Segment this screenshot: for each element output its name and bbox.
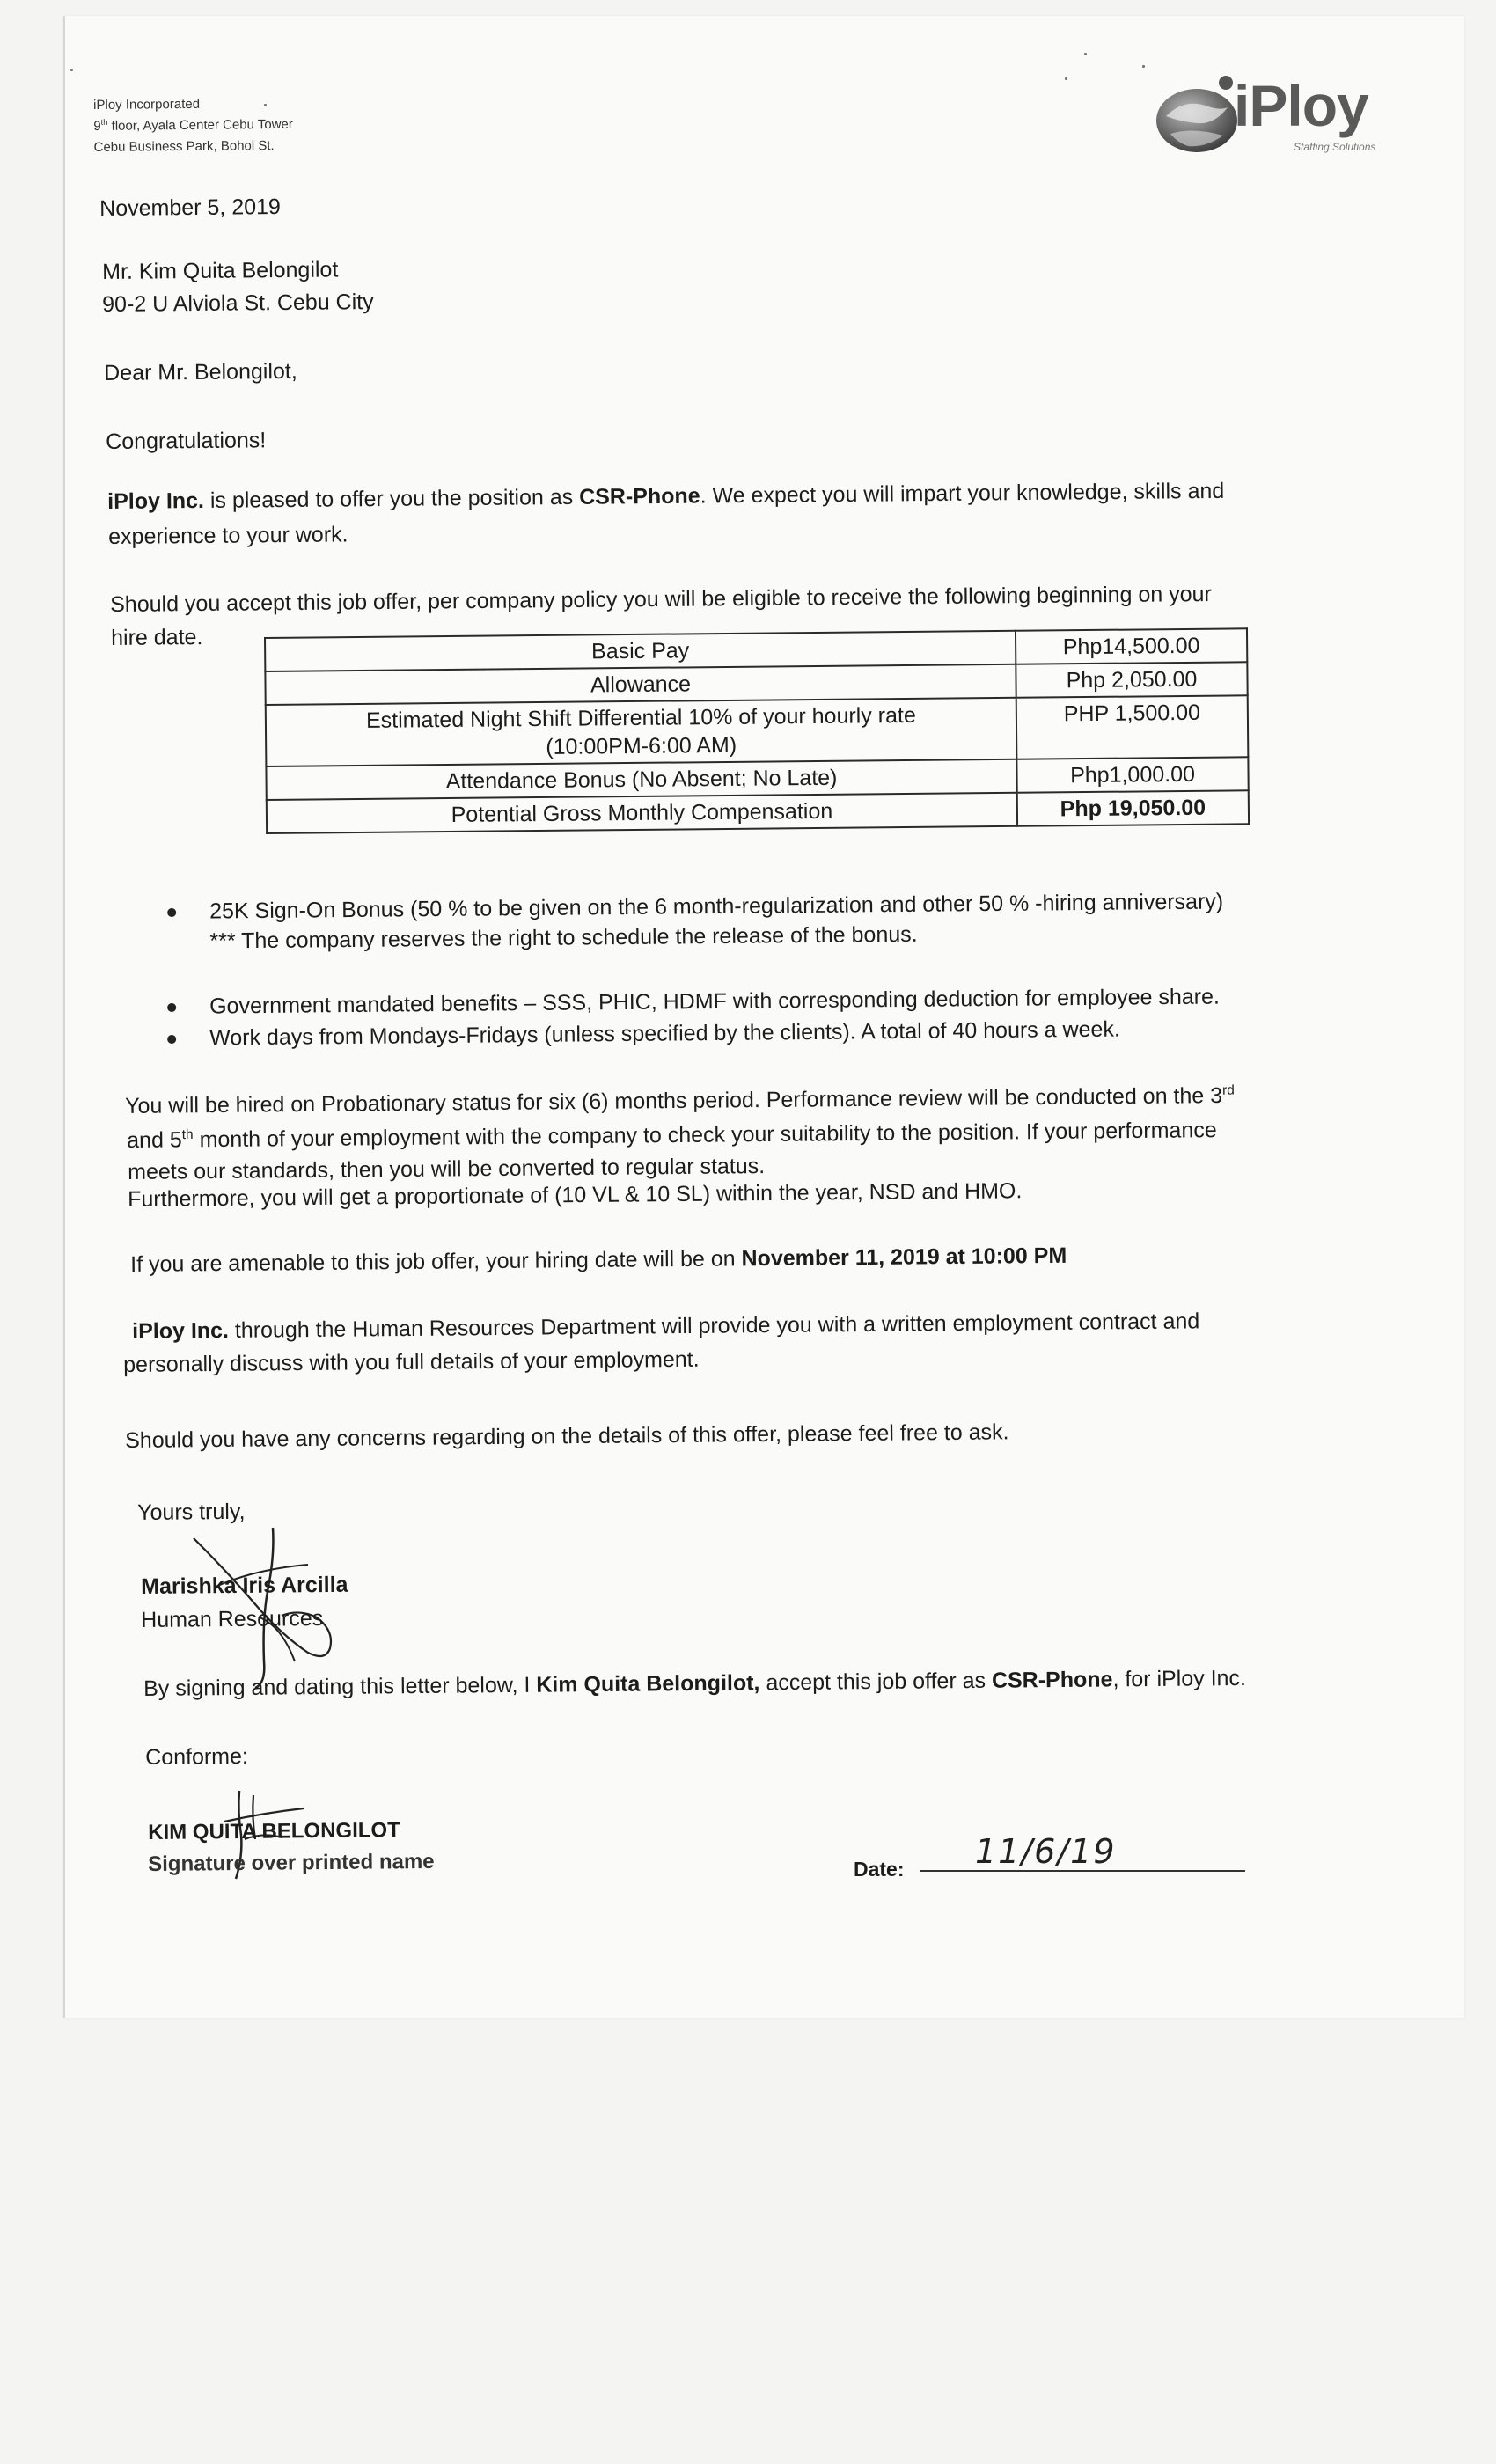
recipient-address: 90-2 U Alviola St. Cebu City bbox=[102, 290, 374, 317]
probation-line3: meets our standards, then you will be converted to regular status. bbox=[128, 1154, 766, 1184]
offer-paragraph-line2: experience to your work. bbox=[108, 522, 348, 549]
eligibility-line1: Should you accept this job offer, per company policy you will be eligible to receive the following beginning on your bbox=[110, 581, 1212, 617]
table-cell-value: Php 2,050.00 bbox=[1016, 662, 1247, 698]
acceptance-line: By signing and dating this letter below, I Kim Quita Belongilot, accept this job offer as CSR-Phone, for iPloy Inc. bbox=[143, 1665, 1247, 1701]
signatory-name: Marishka Iris Arcilla bbox=[141, 1572, 348, 1599]
probation-line4: Furthermore, you will get a proportionate of (10 VL & 10 SL) within the year, NSD and HMO. bbox=[128, 1178, 1023, 1212]
probation-line2: and 5th month of your employment with the company to check your suitability to the position. If your performance bbox=[127, 1118, 1217, 1153]
eligibility-line2: hire date. bbox=[111, 624, 203, 650]
hiring-date: November 11, 2019 at 10:00 PM bbox=[741, 1243, 1067, 1272]
logo-tagline: Staffing Solutions bbox=[1294, 141, 1376, 153]
table-cell-label: Allowance bbox=[265, 664, 1016, 705]
bullet-government: Government mandated benefits – SSS, PHIC, HDMF with corresponding deduction for employee share. bbox=[167, 981, 1399, 1028]
salutation: Dear Mr. Belongilot, bbox=[104, 358, 297, 385]
sender-address-line1: 9th floor, Ayala Center Cebu Tower bbox=[93, 116, 293, 134]
handwritten-date: 11/6/19 bbox=[975, 1832, 1117, 1871]
contract-line2: personally discuss with you full details of your employment. bbox=[123, 1346, 700, 1377]
bullet-icon bbox=[167, 1035, 176, 1044]
table-cell-label: Basic Pay bbox=[265, 631, 1016, 671]
applicant-name: KIM QUITA BELONGILOT bbox=[148, 1818, 400, 1844]
table-row bbox=[266, 695, 1249, 766]
date-label: Date: bbox=[854, 1858, 905, 1881]
table-cell-label: Potential Gross Monthly Compensation bbox=[267, 793, 1017, 833]
bonus-note: *** The company reserves the right to schedule the release of the bonus. bbox=[209, 921, 918, 954]
table-cell-label: Estimated Night Shift Differential 10% of your hourly rate (10:00PM-6:00 AM) bbox=[266, 698, 1017, 766]
table-cell-value: Php14,500.00 bbox=[1016, 628, 1247, 664]
bullet-icon bbox=[167, 1003, 176, 1012]
table-cell-value: Php1,000.00 bbox=[1016, 757, 1248, 793]
sender-address-line2: Cebu Business Park, Bohol St. bbox=[93, 138, 275, 155]
sender-address bbox=[93, 93, 293, 158]
globe-icon bbox=[1153, 72, 1241, 160]
probation-line1: You will be hired on Probationary status for six (6) months period. Performance review will be conducted on the 3rd bbox=[125, 1082, 1235, 1118]
table-cell-value: Php 19,050.00 bbox=[1017, 790, 1249, 826]
offer-paragraph-line1: iPloy Inc. is pleased to offer you the position as CSR-Phone. We expect you will impart your knowledge, skills and bbox=[107, 478, 1225, 514]
hiring-date-line: If you are amenable to this job offer, your hiring date will be on November 11, 2019 at 10:00 PM bbox=[130, 1243, 1067, 1277]
signatory-title: Human Resources bbox=[141, 1606, 324, 1632]
conforme-label: Conforme: bbox=[145, 1743, 249, 1770]
table-cell-label: Attendance Bonus (No Absent; No Late) bbox=[266, 759, 1016, 800]
letter-date: November 5, 2019 bbox=[99, 194, 281, 221]
contract-line1: iPloy Inc. through the Human Resources Department will provide you with a written employment contract and bbox=[132, 1309, 1200, 1344]
compensation-table bbox=[264, 627, 1250, 834]
sender-company: iPloy Incorporated bbox=[93, 96, 201, 113]
iploy-logo bbox=[1153, 69, 1386, 161]
date-signature-line bbox=[920, 1870, 1245, 1872]
signature-caption: Signature over printed name bbox=[148, 1849, 435, 1876]
table-cell-value: PHP 1,500.00 bbox=[1016, 695, 1249, 759]
bullet-workdays: Work days from Mondays-Fridays (unless specified by the clients). A total of 40 hours a week. bbox=[167, 1013, 1399, 1060]
recipient-name: Mr. Kim Quita Belongilot bbox=[102, 257, 339, 284]
closing: Yours truly, bbox=[137, 1499, 246, 1525]
opening-line: Congratulations! bbox=[106, 428, 267, 454]
bullet-icon bbox=[167, 908, 176, 917]
concerns-line: Should you have any concerns regarding on the details of this offer, please feel free to ask. bbox=[125, 1419, 1009, 1453]
bullet-signon: 25K Sign-On Bonus (50 % to be given on the 6 month-regularization and other 50 % -hiring anniversary) *** The company reserves the right to schedule the release of the bonus. bbox=[167, 886, 1400, 968]
logo-wordmark: iPloy bbox=[1234, 73, 1368, 138]
